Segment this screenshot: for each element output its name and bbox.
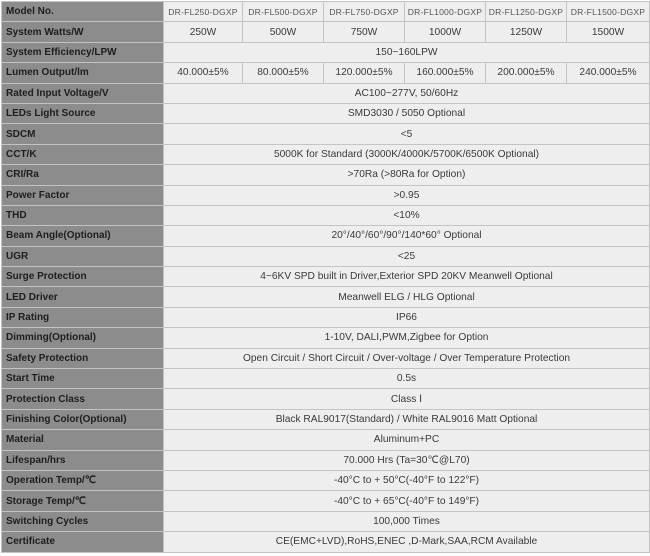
watts-cell: 1500W xyxy=(567,22,650,42)
spec-table xyxy=(1,1,650,553)
row-value: >70Ra (>80Ra for Option) xyxy=(164,165,650,185)
row-label: SDCM xyxy=(2,124,164,144)
row-value: -40°C to + 65°C(-40°F to 149°F) xyxy=(164,491,650,511)
row-value: Open Circuit / Short Circuit / Over-voltage / Over Temperature Protection xyxy=(164,348,650,368)
row-label: System Efficiency/LPW xyxy=(2,42,164,62)
table-row-watts xyxy=(2,22,650,42)
row-label: Protection Class xyxy=(2,389,164,409)
row-label: Certificate xyxy=(2,532,164,552)
row-label: UGR xyxy=(2,246,164,266)
row-label: Lifespan/hrs xyxy=(2,450,164,470)
row-value: Aluminum+PC xyxy=(164,430,650,450)
table-row xyxy=(2,185,650,205)
lumen-cell: 120.000±5% xyxy=(324,63,405,83)
table-row xyxy=(2,409,650,429)
row-label: Power Factor xyxy=(2,185,164,205)
table-row xyxy=(2,470,650,490)
row-value: 0.5s xyxy=(164,369,650,389)
row-label: Safety Protection xyxy=(2,348,164,368)
row-value: 70.000 Hrs (Ta=30℃@L70) xyxy=(164,450,650,470)
row-value: CE(EMC+LVD),RoHS,ENEC ,D-Mark,SAA,RCM Available xyxy=(164,532,650,552)
watts-cell: 500W xyxy=(243,22,324,42)
row-value: <25 xyxy=(164,246,650,266)
row-value: AC100~277V, 50/60Hz xyxy=(164,83,650,103)
row-value: IP66 xyxy=(164,307,650,327)
row-label: THD xyxy=(2,205,164,225)
lumen-cell: 160.000±5% xyxy=(405,63,486,83)
row-value: <5 xyxy=(164,124,650,144)
spec-table-body xyxy=(2,2,650,553)
row-value: -40°C to + 50°C(-40°F to 122°F) xyxy=(164,470,650,490)
row-value: Black RAL9017(Standard) / White RAL9016 Matt Optional xyxy=(164,409,650,429)
row-label: Lumen Output/lm xyxy=(2,63,164,83)
table-row xyxy=(2,205,650,225)
table-row xyxy=(2,124,650,144)
row-label: CCT/K xyxy=(2,144,164,164)
row-label: Surge Protection xyxy=(2,267,164,287)
row-value: 5000K for Standard (3000K/4000K/5700K/6500K Optional) xyxy=(164,144,650,164)
watts-cell: 1250W xyxy=(486,22,567,42)
table-row xyxy=(2,287,650,307)
model-cell: DR-FL500-DGXP xyxy=(243,2,324,22)
lumen-cell: 200.000±5% xyxy=(486,63,567,83)
row-label: CRI/Ra xyxy=(2,165,164,185)
row-label: Beam Angle(Optional) xyxy=(2,226,164,246)
row-label: Rated Input Voltage/V xyxy=(2,83,164,103)
row-label: Operation Temp/℃ xyxy=(2,470,164,490)
row-value: Class Ⅰ xyxy=(164,389,650,409)
row-label: Start Time xyxy=(2,369,164,389)
row-value: >0.95 xyxy=(164,185,650,205)
table-row xyxy=(2,532,650,552)
table-row xyxy=(2,389,650,409)
model-cell: DR-FL1250-DGXP xyxy=(486,2,567,22)
model-cell: DR-FL1000-DGXP xyxy=(405,2,486,22)
lumen-cell: 240.000±5% xyxy=(567,63,650,83)
table-row xyxy=(2,103,650,123)
table-row xyxy=(2,246,650,266)
lumen-cell: 80.000±5% xyxy=(243,63,324,83)
table-row xyxy=(2,165,650,185)
model-cell: DR-FL1500-DGXP xyxy=(567,2,650,22)
table-row xyxy=(2,267,650,287)
lumen-cell: 40.000±5% xyxy=(164,63,243,83)
model-cell: DR-FL250-DGXP xyxy=(164,2,243,22)
row-label: IP Rating xyxy=(2,307,164,327)
table-row xyxy=(2,430,650,450)
model-cell: DR-FL750-DGXP xyxy=(324,2,405,22)
watts-cell: 1000W xyxy=(405,22,486,42)
row-label: Material xyxy=(2,430,164,450)
row-value: 150~160LPW xyxy=(164,42,650,62)
row-label: LED Driver xyxy=(2,287,164,307)
row-value: <10% xyxy=(164,205,650,225)
table-row xyxy=(2,144,650,164)
row-label: Storage Temp/℃ xyxy=(2,491,164,511)
row-value: 100,000 Times xyxy=(164,511,650,531)
watts-cell: 750W xyxy=(324,22,405,42)
row-label: System Watts/W xyxy=(2,22,164,42)
table-row xyxy=(2,307,650,327)
table-row xyxy=(2,83,650,103)
table-row xyxy=(2,511,650,531)
row-value: SMD3030 / 5050 Optional xyxy=(164,103,650,123)
row-label: Model No. xyxy=(2,2,164,22)
table-row xyxy=(2,226,650,246)
table-row-efficiency xyxy=(2,42,650,62)
table-row-lumen xyxy=(2,63,650,83)
row-value: 20°/40°/60°/90°/140*60° Optional xyxy=(164,226,650,246)
row-label: Switching Cycles xyxy=(2,511,164,531)
table-row-model xyxy=(2,2,650,22)
row-value: Meanwell ELG / HLG Optional xyxy=(164,287,650,307)
row-value: 4~6KV SPD built in Driver,Exterior SPD 20KV Meanwell Optional xyxy=(164,267,650,287)
row-label: LEDs Light Source xyxy=(2,103,164,123)
row-value: 1-10V, DALI,PWM,Zigbee for Option xyxy=(164,328,650,348)
table-row xyxy=(2,369,650,389)
watts-cell: 250W xyxy=(164,22,243,42)
row-label: Finishing Color(Optional) xyxy=(2,409,164,429)
table-row xyxy=(2,450,650,470)
row-label: Dimming(Optional) xyxy=(2,328,164,348)
table-row xyxy=(2,348,650,368)
table-row xyxy=(2,328,650,348)
table-row xyxy=(2,491,650,511)
